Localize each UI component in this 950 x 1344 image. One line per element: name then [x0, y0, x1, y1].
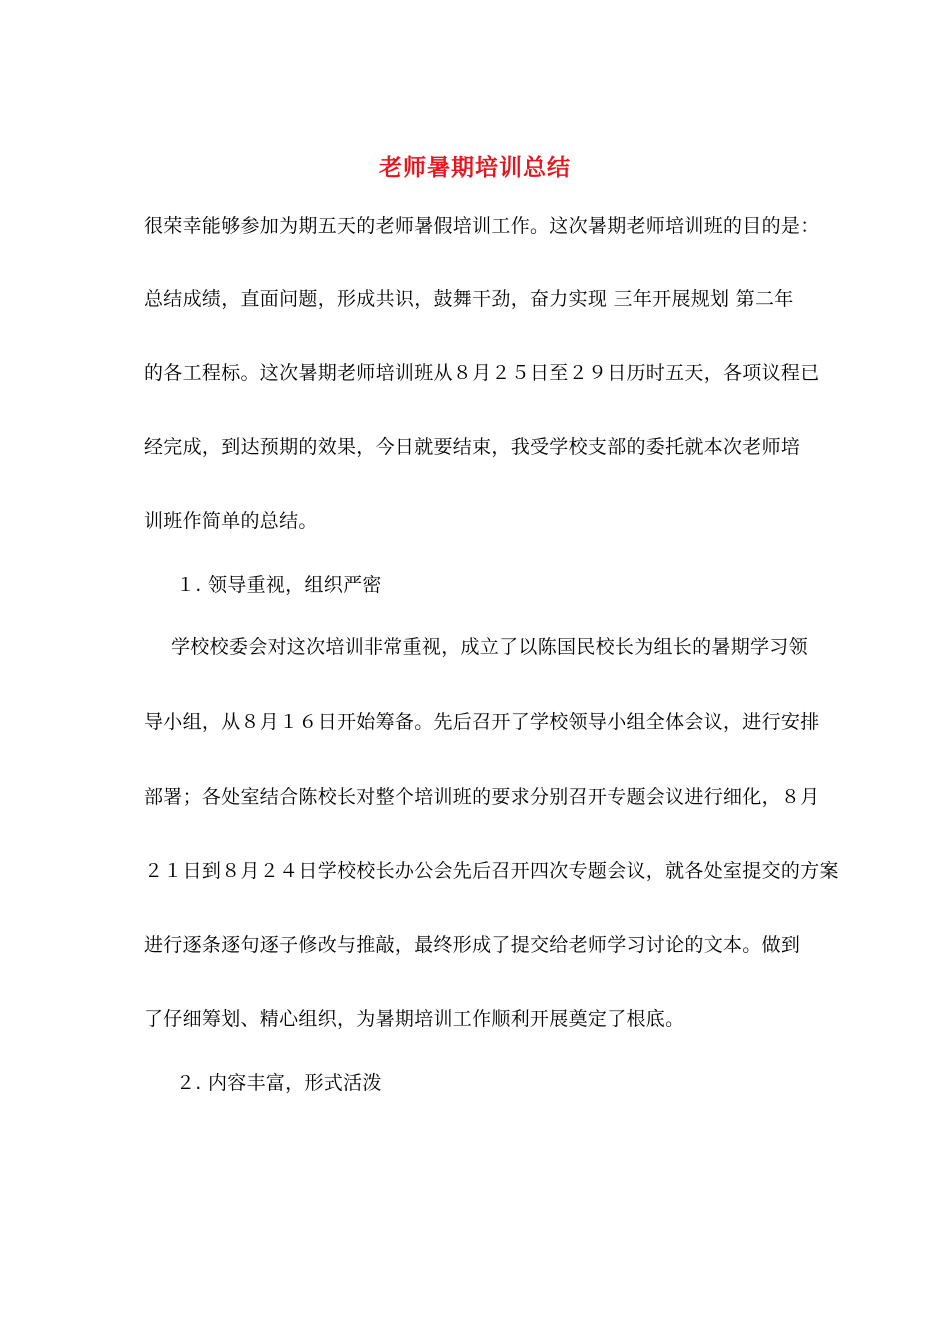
paragraph-line: 进行逐条逐句逐子修改与推敲，最终形成了提交给老师学习讨论的文本。做到 [144, 934, 801, 956]
paragraph-line: 的各工程标。这次暑期老师培训班从８月２５日至２９日历时五天，各项议程已 [144, 362, 820, 384]
document-title: 老师暑期培训总结 [379, 154, 571, 181]
paragraph-line: 导小组，从８月１６日开始筹备。先后召开了学校领导小组全体会议，进行安排 [144, 711, 820, 733]
paragraph-line: ２１日到８月２４日学校校长办公会先后召开四次专题会议，就各处室提交的方案 [144, 860, 839, 882]
paragraph-line: 训班作简单的总结。 [144, 510, 318, 532]
paragraph-line: 总结成绩，直面问题，形成共识，鼓舞干劲，奋力实现 三年开展规划 第二年 [144, 288, 794, 310]
paragraph-line: 部署；各处室结合陈校长对整个培训班的要求分别召开专题会议进行细化，８月 [144, 786, 820, 808]
paragraph-line: 经完成，到达预期的效果，今日就要结束，我受学校支部的委托就本次老师培 [144, 436, 801, 458]
paragraph-line: 了仔细筹划、精心组织，为暑期培训工作顺利开展奠定了根底。 [144, 1008, 685, 1030]
section-heading-2: ２. 内容丰富，形式活泼 [176, 1072, 382, 1094]
section-heading-1: １. 领导重视，组织严密 [176, 574, 382, 596]
paragraph-line: 学校校委会对这次培训非常重视，成立了以陈国民校长为组长的暑期学习领 [171, 636, 808, 658]
paragraph-line: 很荣幸能够参加为期五天的老师暑假培训工作。这次暑期老师培训班的目的是： [144, 215, 820, 237]
